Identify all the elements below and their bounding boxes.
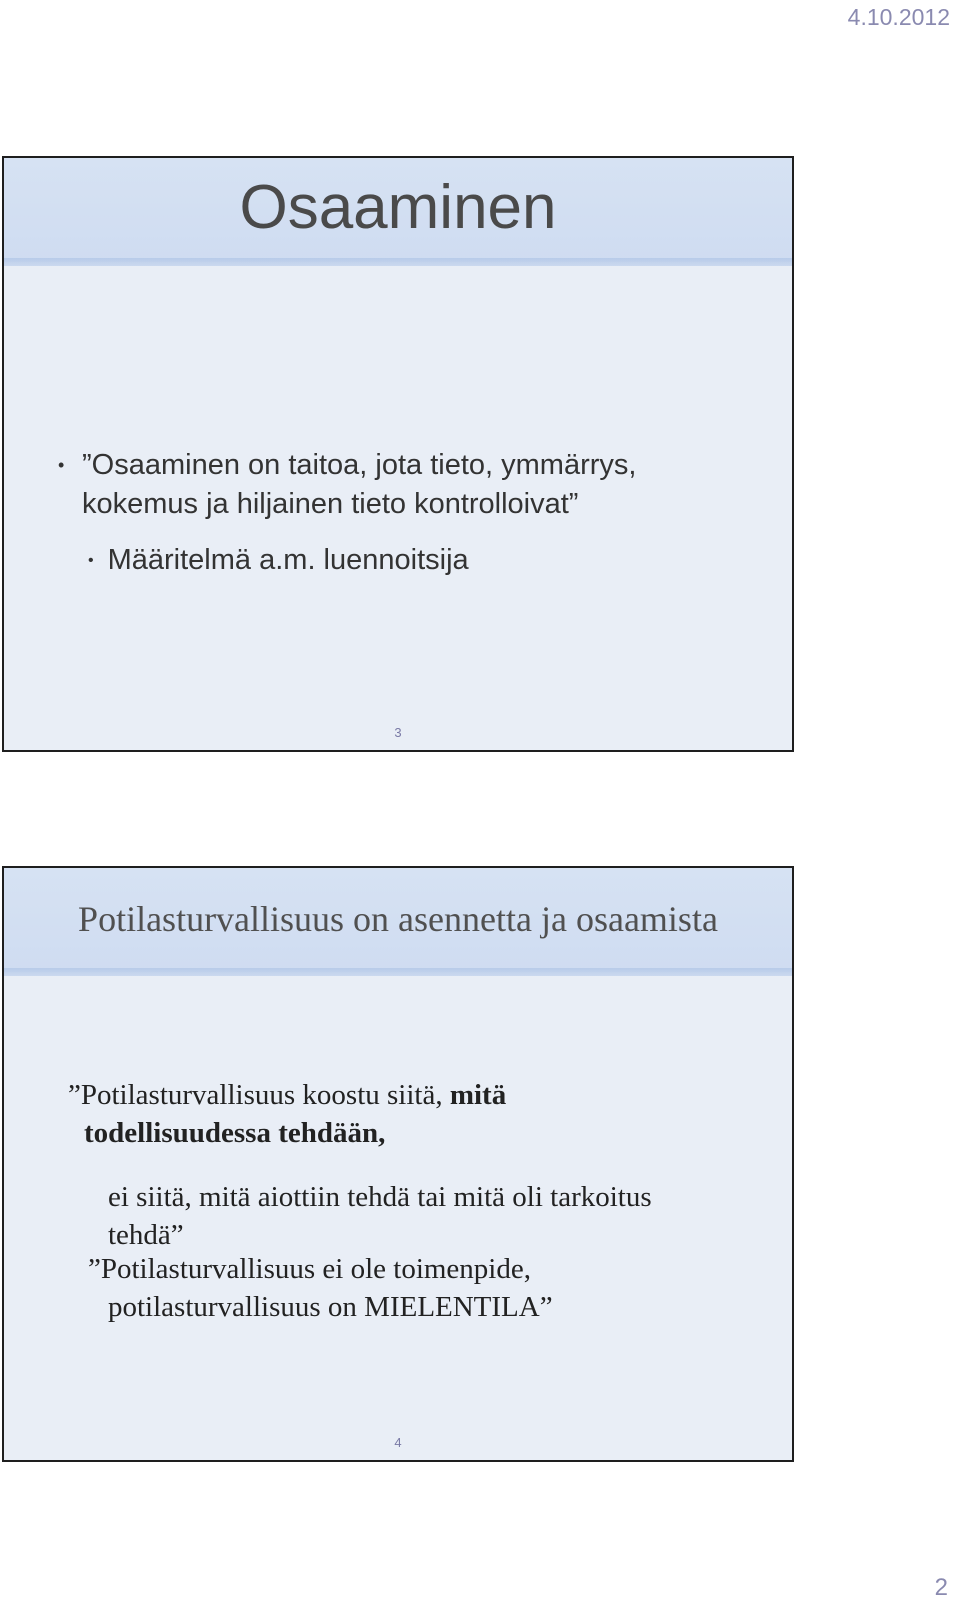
- quote-emphasis: todellisuudessa tehdään,: [84, 1117, 386, 1149]
- page-number: 2: [934, 1574, 948, 1601]
- bullet-dot-icon: •: [58, 455, 65, 475]
- quote-line: potilasturvallisuus on MIELENTILA”: [108, 1291, 553, 1323]
- bullet-dot-icon: •: [88, 552, 94, 569]
- bullet-item: [58, 446, 732, 524]
- slide-header: [4, 868, 792, 972]
- slide-title: Potilasturvallisuus on asennetta ja osaamista: [78, 899, 718, 939]
- slide-body: [4, 268, 792, 750]
- slide-4: [2, 866, 794, 1462]
- quote-line: ”Potilasturvallisuus ei ole toimenpide,: [88, 1253, 531, 1285]
- slide-title: Osaaminen: [239, 173, 557, 242]
- slide-number: 4: [394, 1435, 402, 1450]
- quote-emphasis: mitä: [449, 1079, 507, 1111]
- sub-bullet-item: [88, 544, 469, 577]
- quote-text: ”Potilasturvallisuus koostu siitä,: [68, 1079, 450, 1111]
- page-date: 4.10.2012: [847, 4, 950, 30]
- quote-line: ei siitä, mitä aiottiin tehdä tai mitä oli tarkoitus: [108, 1181, 652, 1213]
- quote-paragraph: [88, 1250, 778, 1326]
- quote-paragraph: [68, 1076, 768, 1152]
- slide-number: 3: [394, 725, 402, 740]
- sub-bullet-text: Määritelmä a.m. luennoitsija: [107, 544, 469, 576]
- slide-3: [2, 156, 794, 752]
- quote-continuation: [108, 1178, 748, 1254]
- slide-body: [4, 978, 792, 1460]
- quote-line: tehdä”: [108, 1219, 184, 1251]
- slide-header: [4, 158, 792, 262]
- bullet-text: ”Osaaminen on taitoa, jota tieto, ymmärrys, kokemus ja hiljainen tieto kontrolloivat”: [82, 449, 637, 520]
